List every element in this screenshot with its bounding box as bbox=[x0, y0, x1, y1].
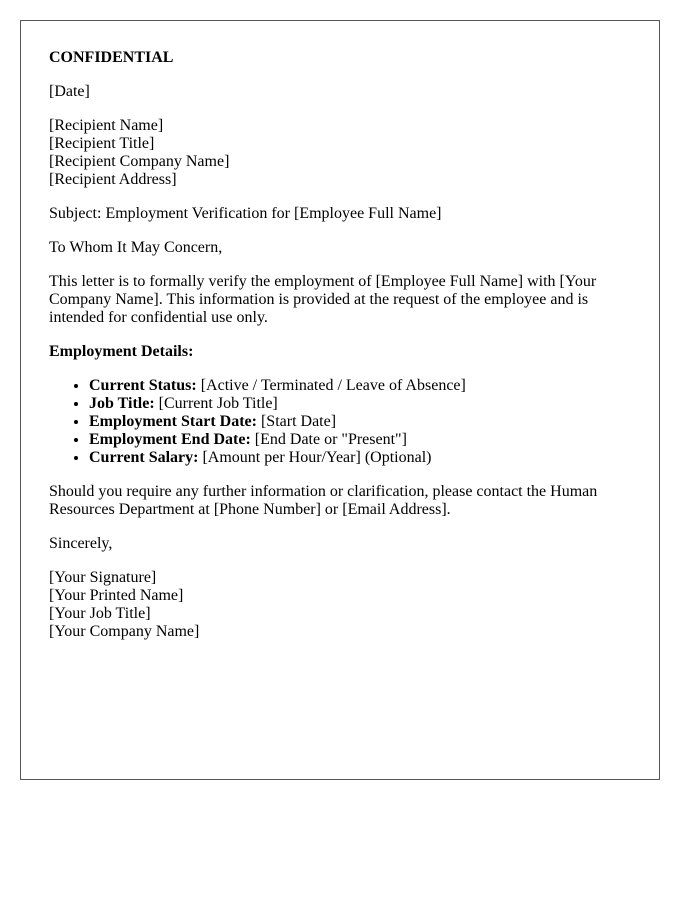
sender-block bbox=[49, 569, 631, 641]
subject-line: Subject: Employment Verification for [Employee Full Name] bbox=[49, 205, 442, 222]
signoff: Sincerely, bbox=[49, 535, 113, 552]
details-heading: Employment Details: bbox=[49, 343, 194, 360]
detail-label: Employment Start Date: bbox=[89, 413, 257, 430]
detail-label: Employment End Date: bbox=[89, 431, 251, 448]
detail-item-current-salary bbox=[89, 449, 631, 467]
detail-item-job-title bbox=[89, 395, 631, 413]
salutation: To Whom It May Concern, bbox=[49, 239, 223, 256]
sender-signature: [Your Signature] bbox=[49, 569, 157, 586]
intro-paragraph: This letter is to formally verify the employment of [Employee Full Name] with [Your Company Name]. This information is provided at the request of the employee and is intended for confidential use only. bbox=[49, 273, 597, 326]
detail-item-end-date bbox=[89, 431, 631, 449]
letter-date: [Date] bbox=[49, 83, 90, 100]
closing-paragraph: Should you require any further information or clarification, please contact the Human Resources Department at [Phone Number] or [Email Address]. bbox=[49, 483, 598, 518]
recipient-title: [Recipient Title] bbox=[49, 135, 155, 152]
detail-label: Current Status: bbox=[89, 377, 197, 394]
detail-item-current-status bbox=[89, 377, 631, 395]
detail-value: [Current Job Title] bbox=[154, 395, 278, 412]
detail-value: [Active / Terminated / Leave of Absence] bbox=[196, 377, 466, 394]
sender-company: [Your Company Name] bbox=[49, 623, 200, 640]
employment-details-list bbox=[49, 377, 631, 467]
detail-value: [Start Date] bbox=[256, 413, 337, 430]
detail-value: [End Date or "Present"] bbox=[250, 431, 407, 448]
recipient-name: [Recipient Name] bbox=[49, 117, 164, 134]
detail-label: Job Title: bbox=[89, 395, 155, 412]
sender-job-title: [Your Job Title] bbox=[49, 605, 151, 622]
detail-value: [Amount per Hour/Year] (Optional) bbox=[198, 449, 432, 466]
recipient-block bbox=[49, 117, 631, 189]
detail-item-start-date bbox=[89, 413, 631, 431]
recipient-address: [Recipient Address] bbox=[49, 171, 177, 188]
recipient-company: [Recipient Company Name] bbox=[49, 153, 230, 170]
letter-page bbox=[20, 20, 660, 780]
confidential-heading: CONFIDENTIAL bbox=[49, 49, 174, 66]
sender-printed-name: [Your Printed Name] bbox=[49, 587, 184, 604]
detail-label: Current Salary: bbox=[89, 449, 199, 466]
